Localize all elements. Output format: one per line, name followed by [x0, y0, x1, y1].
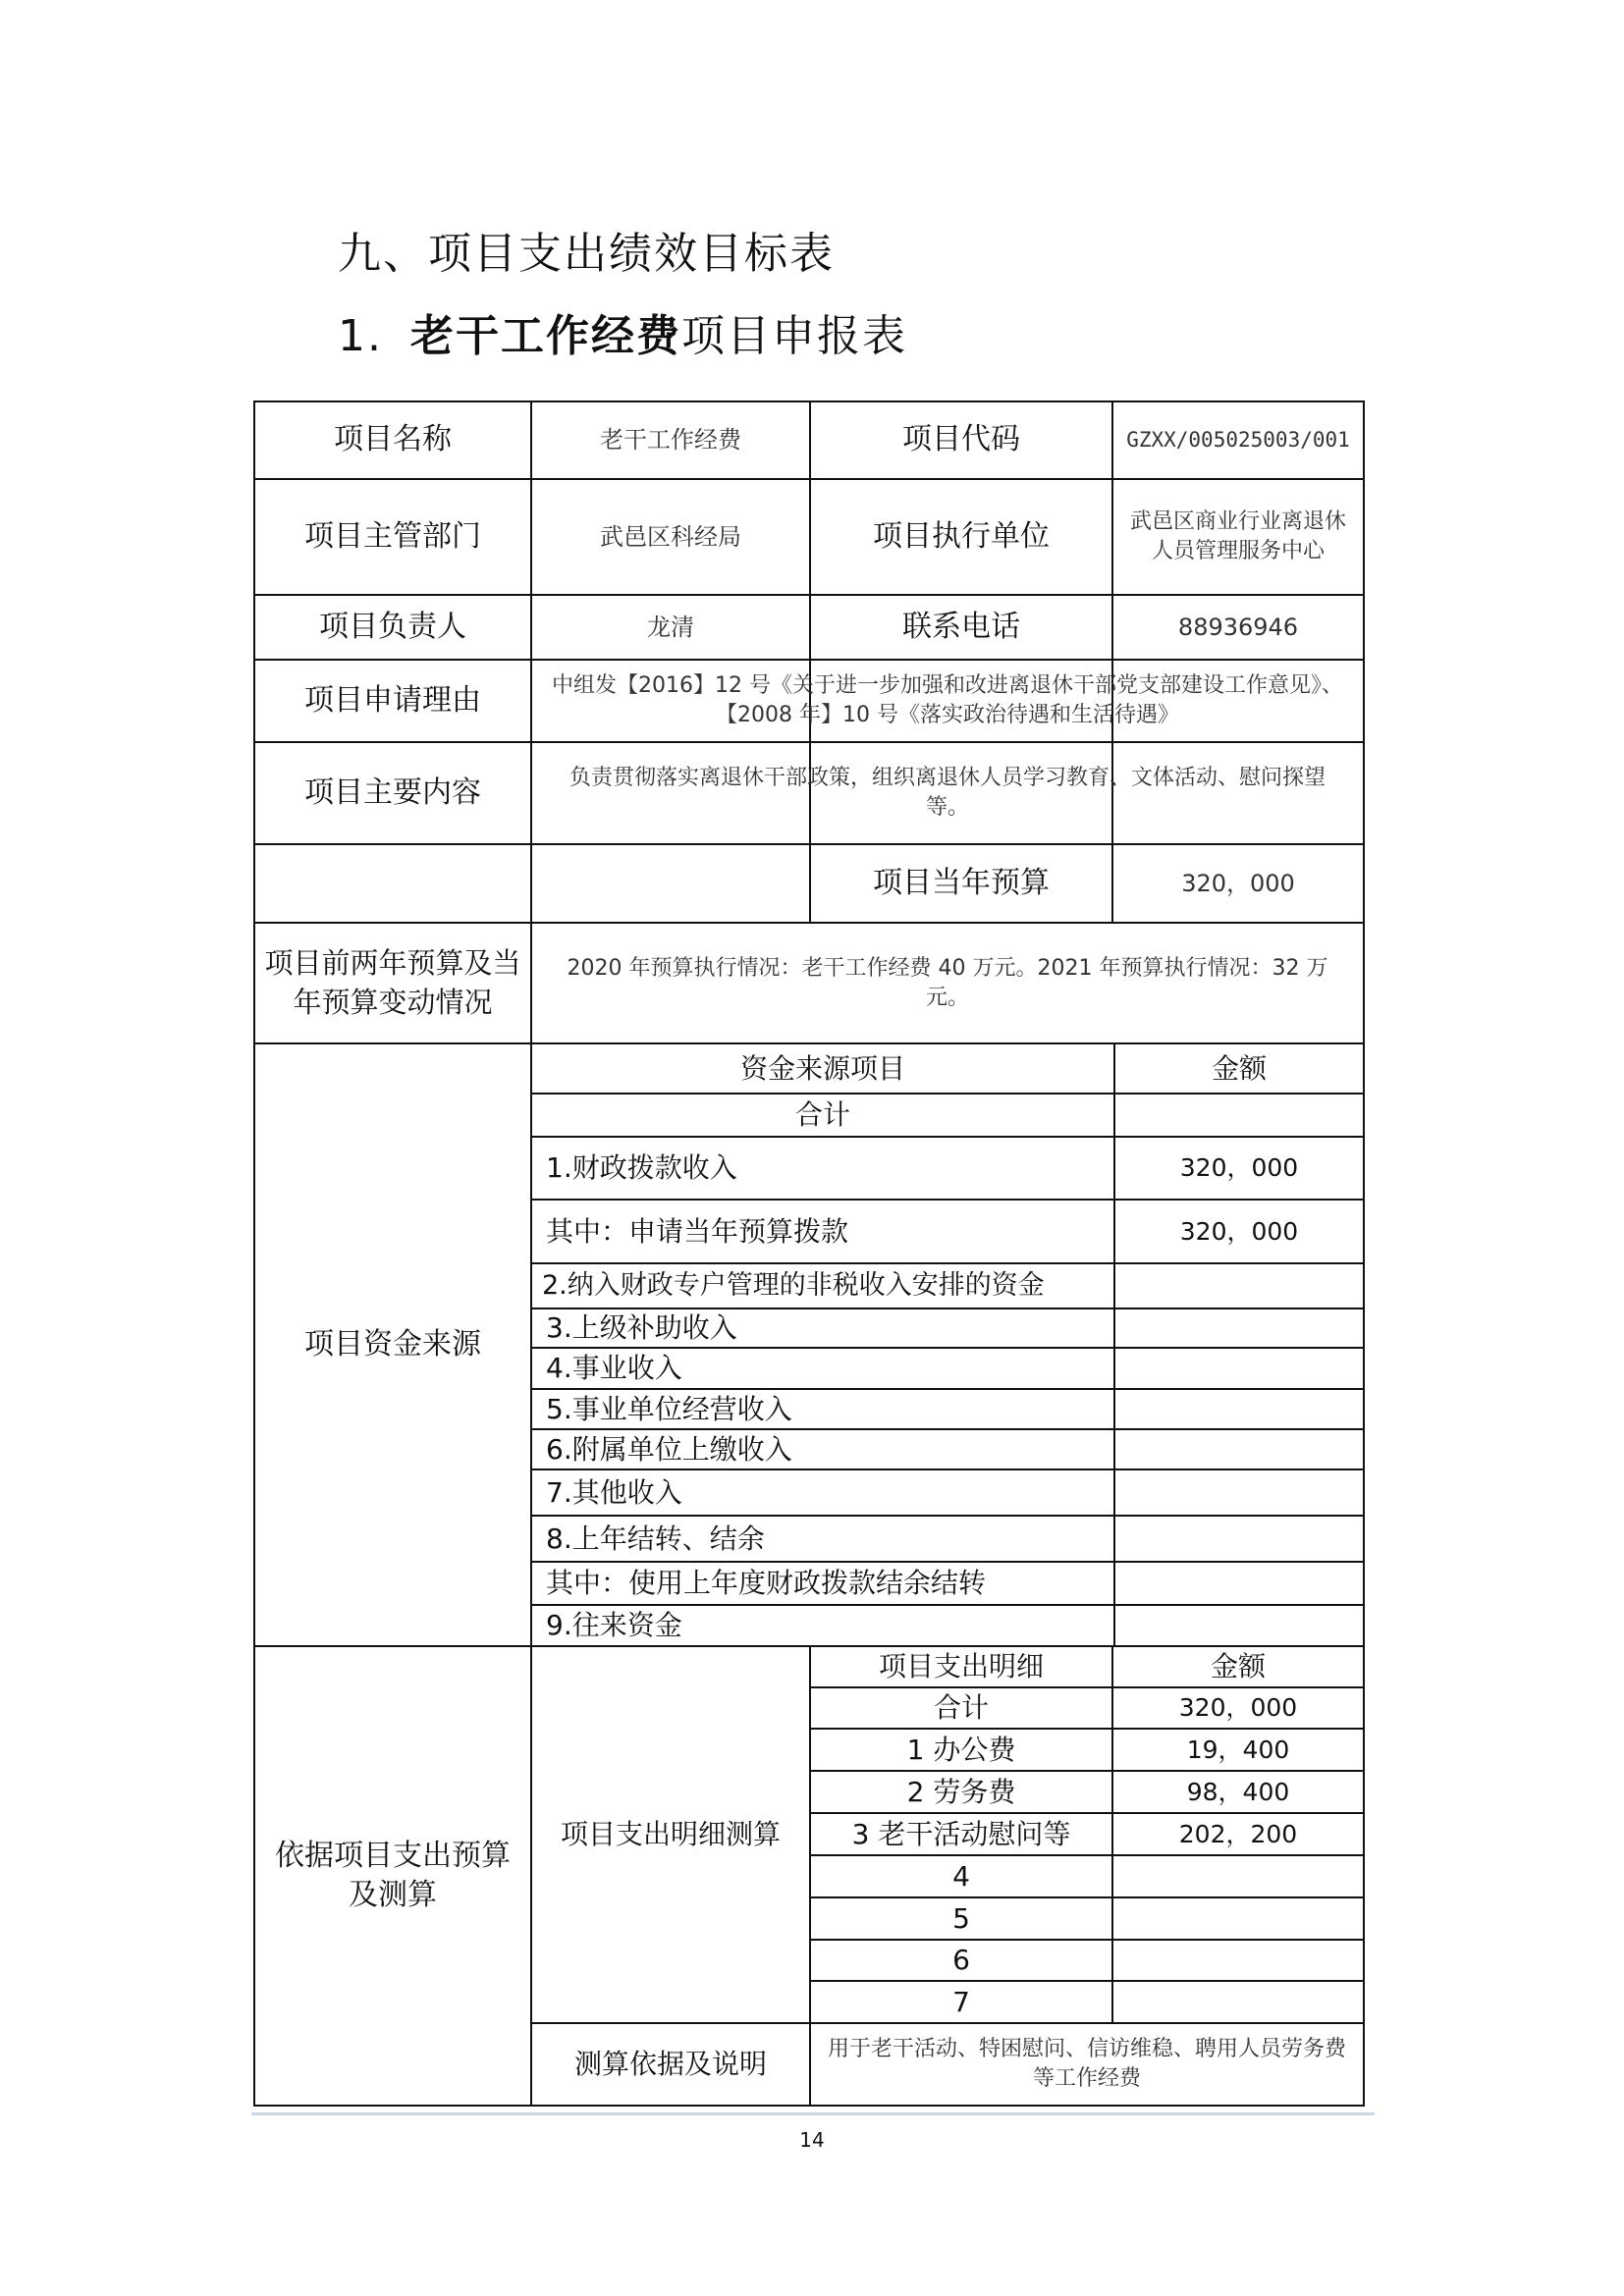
phone-value: 88936946 [1177, 613, 1299, 641]
section-heading: 九、项目支出绩效目标表 [338, 229, 835, 279]
table-title-suffix: 项目申报表 [680, 311, 907, 361]
funding-row-item: 2.纳入财政专户管理的非税收入安排的资金 [542, 1269, 1045, 1301]
dept-label: 项目主管部门 [304, 518, 481, 554]
funding-row-amount: 320，000 [1179, 1216, 1299, 1246]
table-title-number: 1. [338, 311, 383, 361]
reason-value: 中组发【2016】12 号《关于进一步加强和改进离退休干部党支部建设工作意见》、【2008 年】10 号《落实政治待遇和生活待遇》 [552, 673, 1343, 727]
funding-header-amount: 金额 [1211, 1051, 1267, 1085]
expense-row-item: 5 [952, 1901, 970, 1935]
footer-divider [251, 2112, 1375, 2115]
expense-row-amount: 320，000 [1178, 1693, 1298, 1723]
funding-row-amount [1115, 1390, 1363, 1428]
expense-row-amount: 19，400 [1186, 1735, 1290, 1764]
expense-section-label: 依据项目支出预算及测算 [275, 1838, 511, 1912]
table-title [338, 300, 907, 363]
manager-value: 龙清 [647, 613, 694, 641]
expense-header-item: 项目支出明细 [878, 1650, 1044, 1683]
expense-row-item: 3 老干活动慰问等 [851, 1817, 1071, 1850]
expense-row-amount [1113, 1898, 1363, 1939]
funding-row-amount [1115, 1563, 1363, 1604]
funding-row-amount [1115, 1095, 1363, 1136]
expense-detail-label: 项目支出明细测算 [560, 1818, 781, 1851]
expense-row-amount: 202，200 [1178, 1819, 1298, 1848]
funding-row-amount [1115, 1606, 1363, 1645]
funding-row-item: 5.事业单位经营收入 [546, 1392, 792, 1425]
project-code-label: 项目代码 [902, 422, 1020, 457]
funding-row-amount [1115, 1517, 1363, 1561]
expense-row-item: 1 办公费 [906, 1733, 1016, 1766]
blank-cell-2 [532, 845, 809, 922]
content-label: 项目主要内容 [304, 774, 481, 810]
expense-row-amount: 98，400 [1186, 1777, 1290, 1806]
funding-header-item: 资金来源项目 [739, 1051, 905, 1085]
table-title-project: 老干工作经费 [409, 311, 681, 361]
funding-row-item: 4.事业收入 [546, 1352, 682, 1385]
funding-row-item: 8.上年结转、结余 [546, 1522, 765, 1555]
expense-row-amount [1113, 1982, 1363, 2022]
funding-row-item: 1.财政拨款收入 [546, 1151, 737, 1185]
funding-row-item: 其中：使用上年度财政拨款结余结转 [546, 1567, 987, 1600]
funding-row-item: 合计 [794, 1098, 850, 1132]
funding-row-amount: 320，000 [1179, 1153, 1299, 1183]
funding-row-item: 9.往来资金 [546, 1609, 682, 1642]
page-number: 14 [799, 2128, 825, 2152]
expense-row-item: 4 [952, 1859, 970, 1893]
prev-budget-label: 项目前两年预算及当年预算变动情况 [264, 946, 521, 1019]
funding-row-amount [1115, 1470, 1363, 1515]
funding-row-amount [1115, 1430, 1363, 1468]
manager-label: 项目负责人 [319, 609, 466, 644]
funding-row-item: 6.附属单位上缴收入 [546, 1432, 792, 1466]
funding-row-item: 7.其他收入 [546, 1475, 682, 1509]
budget-value: 320，000 [1181, 869, 1295, 897]
funding-row-item: 3.上级补助收入 [546, 1311, 737, 1345]
project-code-value: GZXX/005025003/001 [1126, 428, 1350, 453]
expense-header-amount: 金额 [1210, 1650, 1266, 1683]
basis-value: 用于老干活动、特困慰问、信访维稳、聘用人员劳务费等工作经费 [827, 2037, 1346, 2091]
funding-section-label: 项目资金来源 [304, 1326, 481, 1362]
exec-unit-value: 武邑区商业行业离退休人员管理服务中心 [1129, 509, 1346, 563]
funding-row-amount [1115, 1264, 1363, 1308]
funding-row-amount [1115, 1349, 1363, 1388]
funding-row-amount [1115, 1309, 1363, 1347]
project-name-value: 老干工作经费 [600, 426, 741, 454]
content-value: 负责贯彻落实离退休干部政策，组织离退休人员学习教育、文体活动、慰问探望等。 [568, 766, 1326, 820]
expense-row-amount [1113, 1941, 1363, 1980]
budget-label: 项目当年预算 [873, 865, 1050, 900]
blank-cell-1 [255, 845, 530, 922]
expense-row-item: 7 [952, 1985, 970, 2018]
expense-row-item: 6 [952, 1944, 970, 1977]
expense-row-item: 2 劳务费 [906, 1775, 1016, 1808]
phone-label: 联系电话 [902, 609, 1020, 644]
funding-row-item: 其中：申请当年预算拨款 [546, 1214, 849, 1248]
project-name-label: 项目名称 [334, 422, 452, 457]
prev-budget-value: 2020 年预算执行情况：老干工作经费 40 万元。2021 年预算执行情况：32 万元。 [567, 955, 1328, 1010]
reason-label: 项目申请理由 [304, 682, 481, 718]
expense-row-item: 合计 [933, 1691, 989, 1725]
exec-unit-label: 项目执行单位 [873, 518, 1050, 554]
expense-row-amount [1113, 1856, 1363, 1896]
basis-label: 测算依据及说明 [573, 2048, 767, 2081]
dept-value: 武邑区科经局 [600, 522, 741, 551]
